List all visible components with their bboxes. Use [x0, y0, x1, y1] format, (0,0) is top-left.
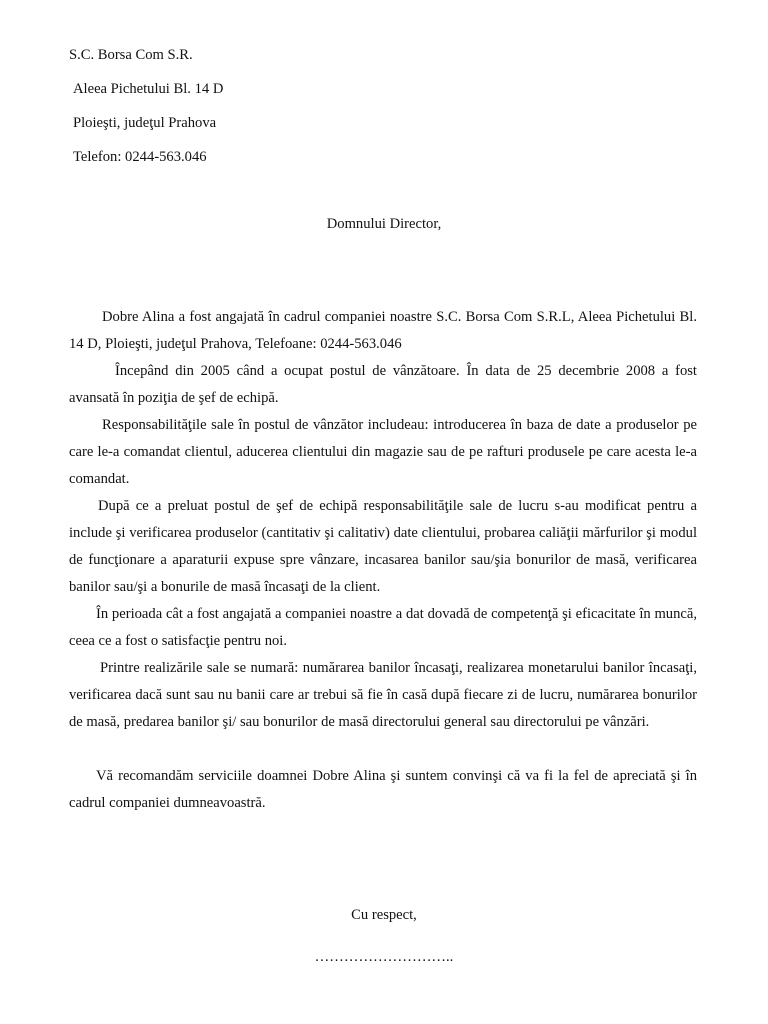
paragraph-recommendation: Vă recomandăm serviciile doamnei Dobre Alina şi suntem convinşi că va fi la fel de apreciată şi în cadrul companiei dumneavoastră.	[69, 768, 697, 811]
sender-company: S.C. Borsa Com S.R.	[69, 47, 193, 63]
signature-line: ………………………..	[314, 949, 454, 965]
paragraph-achievements: Printre realizările sale se numară: numărarea banilor încasaţi, realizarea monetarului banilor încasaţi, verificarea dacă sunt sau nu banii care ar trebui să fie în casă după fiecare zi de lucru, numărarea bonurilor de masă, predarea banilor şi/ sau bonurilor de masă directorului general sau directorului pe vânzări.	[69, 660, 697, 730]
sender-city: Ploieşti, judeţul Prahova	[73, 115, 217, 131]
paragraph-employment: Dobre Alina a fost angajată în cadrul companiei noastre S.C. Borsa Com S.R.L, Aleea Pichetului Bl. 14 D, Ploieşti, judeţul Prahova, Telefoane: 0244-563.046	[69, 309, 697, 352]
sender-phone: Telefon: 0244-563.046	[73, 149, 207, 165]
paragraph-team-lead-duties: După ce a preluat postul de şef de echipă responsabilităţile sale de lucru s-au modificat pentru a include şi verificarea produselor (cantitativ şi calitativ) date clientului, probarea caliăţii mărfurilor şi modul de funcţionare a aparaturii expuse spre vânzare, incasarea banilor sau/şia bonurilor de masă, verificarea banilor sau/şi a bonurile de masă încasaţi de la client.	[69, 498, 697, 595]
sender-street: Aleea Pichetului Bl. 14 D	[73, 81, 224, 97]
salutation: Domnului Director,	[326, 216, 442, 232]
paragraph-seller-duties: Responsabilităţile sale în postul de vânzător includeau: introducerea în baza de date a produselor pe care le-a comandat clientul, aducerea clientului din magazie sau de pe rafturi produsele pe care acesta le-a comandat.	[69, 417, 697, 487]
paragraph-start-date: Începând din 2005 când a ocupat postul de vânzătoare. În data de 25 decembrie 2008 a fost avansată în poziţia de şef de echipă.	[69, 363, 697, 406]
closing: Cu respect,	[351, 907, 417, 923]
paragraph-competence: În perioada cât a fost angajată a companiei noastre a dat dovadă de competenţă şi eficacitate în muncă, ceea ce a fost o satisfacţie pentru noi.	[69, 606, 697, 649]
